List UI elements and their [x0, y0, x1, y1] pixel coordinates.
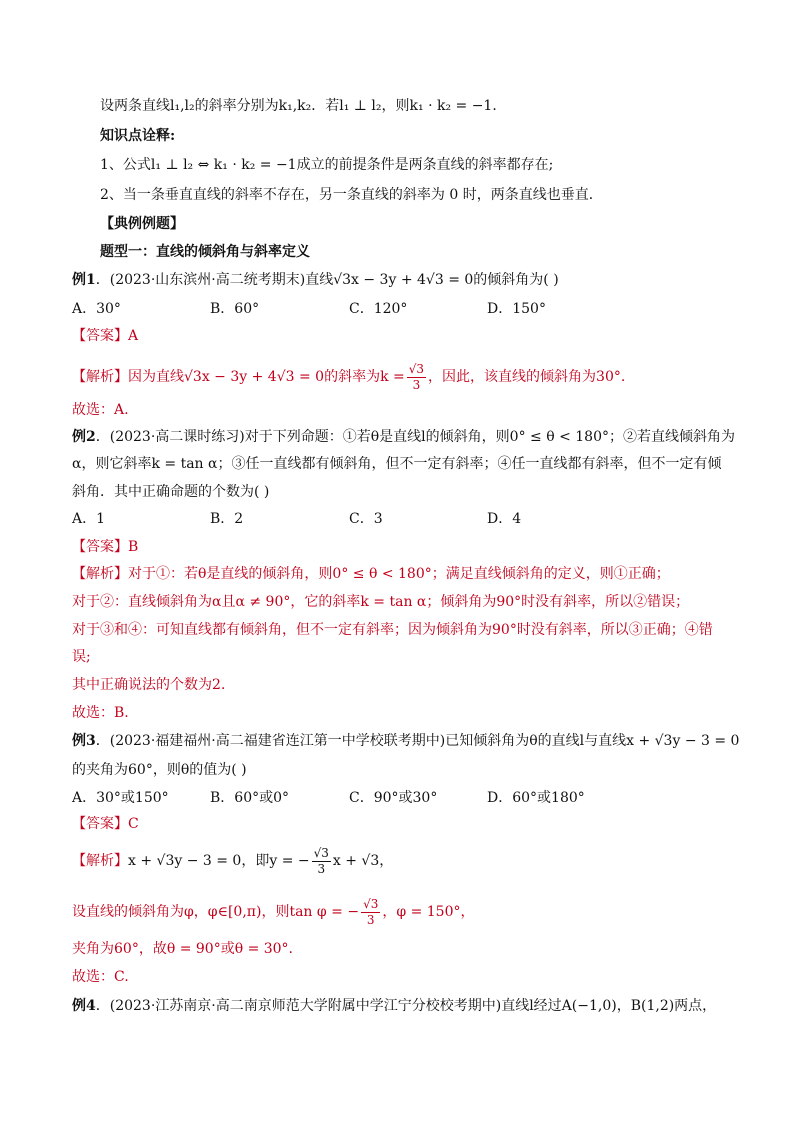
example-3-label: 例3 — [72, 733, 96, 749]
ex2-option-c: C．3 — [349, 511, 383, 527]
ex2-answer: 【答案】B — [72, 539, 139, 555]
note-1: 1、公式l₁ ⊥ l₂ ⇔ k₁ · k₂ = −1成立的前提条件是两条直线的斜率都存在; — [100, 157, 554, 173]
section-heading: 【典例例题】 — [100, 216, 184, 232]
ex3-fraction-2: $\frac{√3}{3}$ — [363, 896, 379, 927]
ex3-analysis-3: 夹角为60°，故θ = 90°或θ = 30°. — [72, 941, 294, 957]
example-4-question-line1: 例4．(2023·江苏南京·高二南京师范大学附属中学江宁分校校考期中)直线l经过A(−1,0)，B(1,2)两点， — [72, 998, 717, 1014]
example-2-question-line1: 例2．(2023·高二课时练习)对于下列命题：①若θ是直线l的倾斜角，则0° ≤ θ < 180°；②若直线倾斜角为 — [72, 429, 735, 445]
ex3-option-b: B．60°或0° — [210, 790, 290, 806]
ex3-analysis-2: 设直线的倾斜角为φ，φ∈[0,π)，则tan φ = − $\frac{√3}{3}$ ，φ = 150°， — [72, 896, 475, 927]
perpendicular-slope-rule: 设两条直线l₁,l₂的斜率分别为k₁,k₂．若l₁ ⊥ l₂，则k₁ · k₂ = −1． — [100, 98, 507, 114]
ex1-conclusion: 故选：A. — [72, 402, 129, 418]
example-1-question: 例1．(2023·山东滨州·高二统考期末)直线√3x − 3y + 4√3 = 0的倾斜角为( ) — [72, 272, 559, 288]
note-2: 2、当一条垂直直线的斜率不存在，另一条直线的斜率为 0 时，两条直线也垂直． — [100, 187, 603, 203]
ex2-analysis-3: 对于③和④：可知直线都有倾斜角，但不一定有斜率；因为倾斜角为90°时没有斜率，所以③正确；④错 — [72, 622, 713, 638]
example-4-label: 例4 — [72, 998, 96, 1014]
knowledge-heading: 知识点诠释: — [100, 128, 176, 144]
ex2-option-b: B．2 — [210, 511, 244, 527]
ex3-option-c: C．90°或30° — [349, 790, 438, 806]
ex1-option-d: D．150° — [487, 301, 546, 317]
ex1-option-c: C．120° — [349, 301, 408, 317]
example-2-question-line3: 斜角．其中正确命题的个数为( ) — [72, 484, 270, 500]
question-type-heading: 题型一：直线的倾斜角与斜率定义 — [100, 244, 310, 260]
ex3-fraction-1: $\frac{√3}{3}$ — [313, 845, 329, 876]
ex1-fraction: $\frac{√3}{3}$ — [408, 361, 425, 392]
ex3-conclusion: 故选：C. — [72, 969, 129, 985]
ex3-option-a: A．30°或150° — [72, 790, 169, 806]
ex2-analysis-5: 其中正确说法的个数为2. — [72, 677, 226, 693]
example-2-question-line2: α，则它斜率k = tan α；③任一直线都有倾斜角，但不一定有斜率；④任一直线都有斜率，但不一定有倾 — [72, 456, 722, 472]
example-2-label: 例2 — [72, 429, 96, 445]
ex2-analysis-2: 对于②：直线倾斜角为α且α ≠ 90°，它的斜率k = tan α；倾斜角为90°时没有斜率，所以②错误； — [72, 594, 690, 610]
ex1-analysis: 【解析】因为直线√3x − 3y + 4√3 = 0的斜率为k = $\frac{√3}{3}$ ，因此，该直线的倾斜角为30°. — [72, 361, 626, 392]
ex2-option-a: A．1 — [72, 511, 106, 527]
ex3-option-d: D．60°或180° — [487, 790, 585, 806]
ex1-option-a: A．30° — [72, 301, 121, 317]
ex1-answer: 【答案】A — [72, 328, 139, 344]
example-1-label: 例1 — [72, 272, 96, 288]
ex2-option-d: D．4 — [487, 511, 522, 527]
ex2-analysis-1: 【解析】对于①：若θ是直线的倾斜角，则0° ≤ θ < 180°；满足直线倾斜角的定义，则①正确； — [72, 566, 670, 582]
example-3-question-line1: 例3．(2023·福建福州·高二福建省连江第一中学校联考期中)已知倾斜角为θ的直线l与直线x + √3y − 3 = 0 — [72, 733, 740, 749]
ex1-option-b: B．60° — [210, 301, 260, 317]
ex2-analysis-4: 误; — [72, 649, 91, 665]
ex2-conclusion: 故选：B. — [72, 705, 129, 721]
example-3-question-line2: 的夹角为60°，则θ的值为( ) — [72, 762, 247, 778]
ex3-analysis-1: 【解析】x + √3y − 3 = 0，即y = − $\frac{√3}{3}$ x + √3， — [72, 845, 394, 876]
ex3-answer: 【答案】C — [72, 816, 139, 832]
